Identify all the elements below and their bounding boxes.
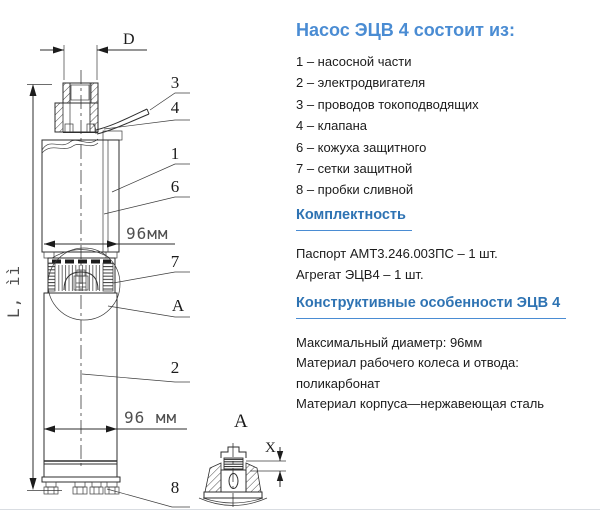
callout-label: A — [171, 296, 185, 315]
composition-title: Насос ЭЦВ 4 состоит из: — [296, 20, 515, 40]
features-heading: Конструктивные особенности ЭЦВ 4 — [296, 294, 566, 319]
callout-label: 4 — [170, 98, 180, 117]
dimension-bottom-width — [44, 408, 187, 433]
completeness-line: Паспорт АМТ3.246.003ПС – 1 шт. — [296, 245, 498, 261]
composition-item: 3 – проводов токоподводящих — [296, 96, 479, 112]
composition-item: 4 – клапана — [296, 118, 368, 134]
dim-mid-label: 96мм — [126, 224, 169, 243]
feature-line: Материал рабочего колеса и отвода: поликарбонат — [296, 355, 519, 391]
dimension-mid-width — [44, 224, 175, 248]
completeness-heading: Комплектность — [296, 206, 412, 231]
callout-labels — [171, 73, 185, 497]
detail-view-a — [199, 411, 286, 508]
dim-bottom-label: 96 мм — [124, 408, 178, 427]
feature-line: Материал корпуса—нержавеющая сталь — [296, 396, 545, 412]
callout-label: 8 — [170, 478, 180, 497]
mesh-section — [48, 258, 115, 293]
callout-label: 3 — [170, 73, 180, 92]
adapter-collar — [42, 131, 122, 153]
base-studs — [42, 477, 120, 494]
page-bottom-border — [0, 509, 600, 510]
feature-line: Максимальный диаметр: 96мм — [296, 334, 483, 350]
composition-item: 7 – сетки защитной — [296, 161, 413, 177]
dim-x-label: X — [265, 440, 276, 456]
composition-item: 6 – кожуха защитного — [296, 139, 427, 155]
power-cable — [93, 109, 149, 134]
composition-list — [296, 51, 596, 201]
callout-label: 6 — [170, 177, 180, 196]
motor-body — [44, 293, 117, 477]
dim-d-label: D — [123, 31, 135, 48]
product-info-panel — [296, 19, 596, 415]
callout-label: 2 — [170, 358, 180, 377]
pump-body — [42, 140, 119, 258]
dim-length-label: L, ìì — [4, 264, 23, 318]
connector-outlet — [55, 83, 98, 133]
detail-view-title: A — [234, 411, 248, 432]
composition-item: 2 – электродвигателя — [296, 75, 426, 91]
composition-item: 8 – пробки сливной — [296, 182, 414, 198]
dimension-d — [40, 31, 147, 80]
callout-label: 7 — [170, 252, 180, 271]
pump-technical-drawing — [0, 0, 296, 512]
composition-item: 1 – насосной части — [296, 54, 412, 69]
completeness-line: Агрегат ЭЦВ4 – 1 шт. — [296, 266, 424, 282]
callout-label: 1 — [170, 144, 180, 163]
